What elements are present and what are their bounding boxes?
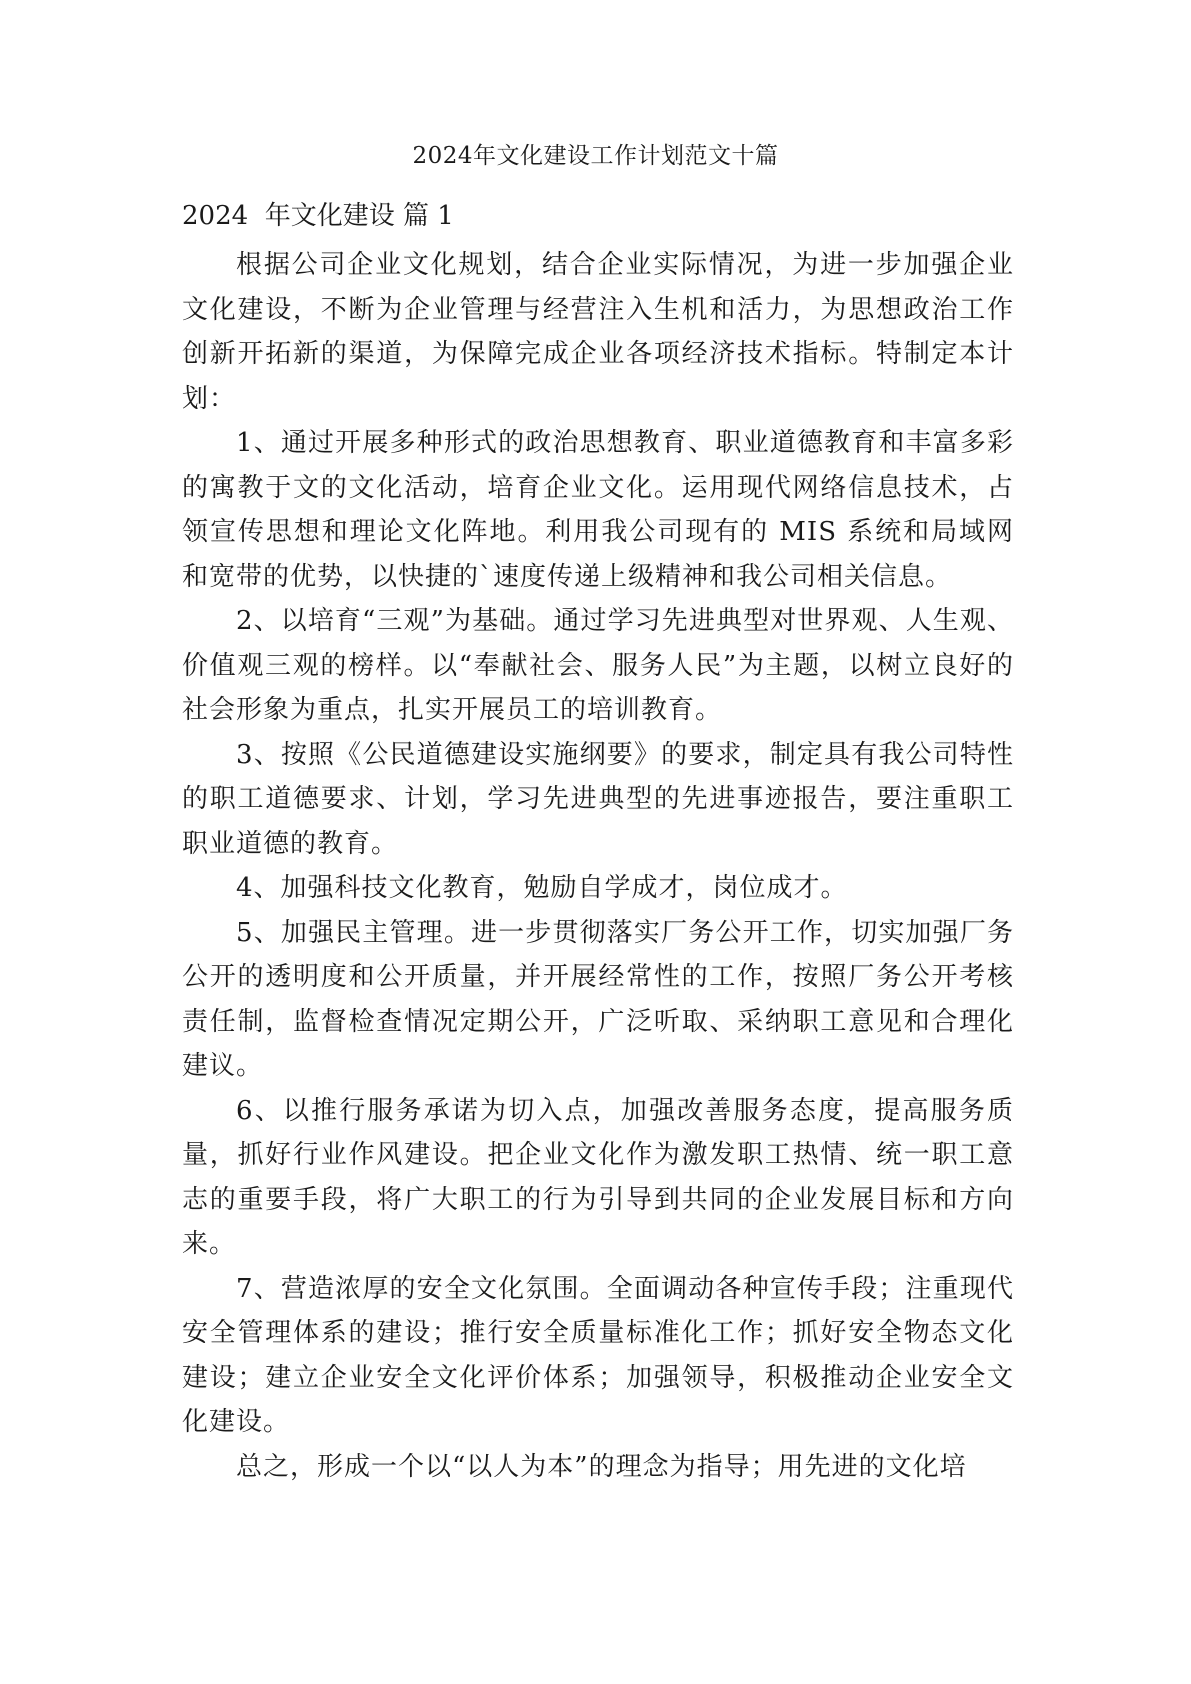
- paragraph-item-3: 3、按照《公民道德建设实施纲要》的要求，制定具有我公司特性的职工道德要求、计划，学习先进典型的先进事迹报告，要注重职工职业道德的教育。: [182, 739, 1014, 859]
- paragraph-intro: 根据公司企业文化规划，结合企业实际情况，为进一步加强企业文化建设，不断为企业管理与经营注入生机和活力，为思想政治工作创新开拓新的渠道，为保障完成企业各项经济技术指标。特制定本计划：: [182, 250, 1014, 414]
- section-heading: 2024 年文化建设 篇 1: [182, 201, 454, 231]
- paragraph-item-4: 4、加强科技文化教育，勉励自学成才，岗位成才。: [236, 873, 848, 903]
- document-title: 2024年文化建设工作计划范文十篇: [412, 143, 779, 169]
- paragraph-item-7: 7、营造浓厚的安全文化氛围。全面调动各种宣传手段；注重现代安全管理体系的建设；推行安全质量标准化工作；抓好安全物态文化建设；建立企业安全文化评价体系；加强领导，积极推动企业安全文化建设。: [182, 1273, 1014, 1437]
- paragraph-item-6: 6、以推行服务承诺为切入点，加强改善服务态度，提高服务质量，抓好行业作风建设。把企业文化作为激发职工热情、统一职工意志的重要手段，将广大职工的行为引导到共同的企业发展目标和方向来。: [182, 1095, 1014, 1259]
- document-body: [182, 243, 1014, 1489]
- paragraph-item-2: 2、以培育“三观”为基础。通过学习先进典型对世界观、人生观、价值观三观的榜样。以“奉献社会、服务人民”为主题，以树立良好的社会形象为重点，扎实开展员工的培训教育。: [182, 606, 1014, 725]
- paragraph-conclusion: 总之，形成一个以“以人为本”的理念为指导；用先进的文化培: [236, 1451, 967, 1482]
- paragraph-item-5: 5、加强民主管理。进一步贯彻落实厂务公开工作，切实加强厂务公开的透明度和公开质量，并开展经常性的工作，按照厂务公开考核责任制，监督检查情况定期公开，广泛听取、采纳职工意见和合理化建议。: [182, 917, 1014, 1081]
- paragraph-item-1: 1、通过开展多种形式的政治思想教育、职业道德教育和丰富多彩的寓教于文的文化活动，培育企业文化。运用现代网络信息技术，占领宣传思想和理论文化阵地。利用我公司现有的 MIS 系统和局域网和宽带的优势，以快捷的`速度传递上级精神和我公司相关信息。: [182, 428, 1014, 592]
